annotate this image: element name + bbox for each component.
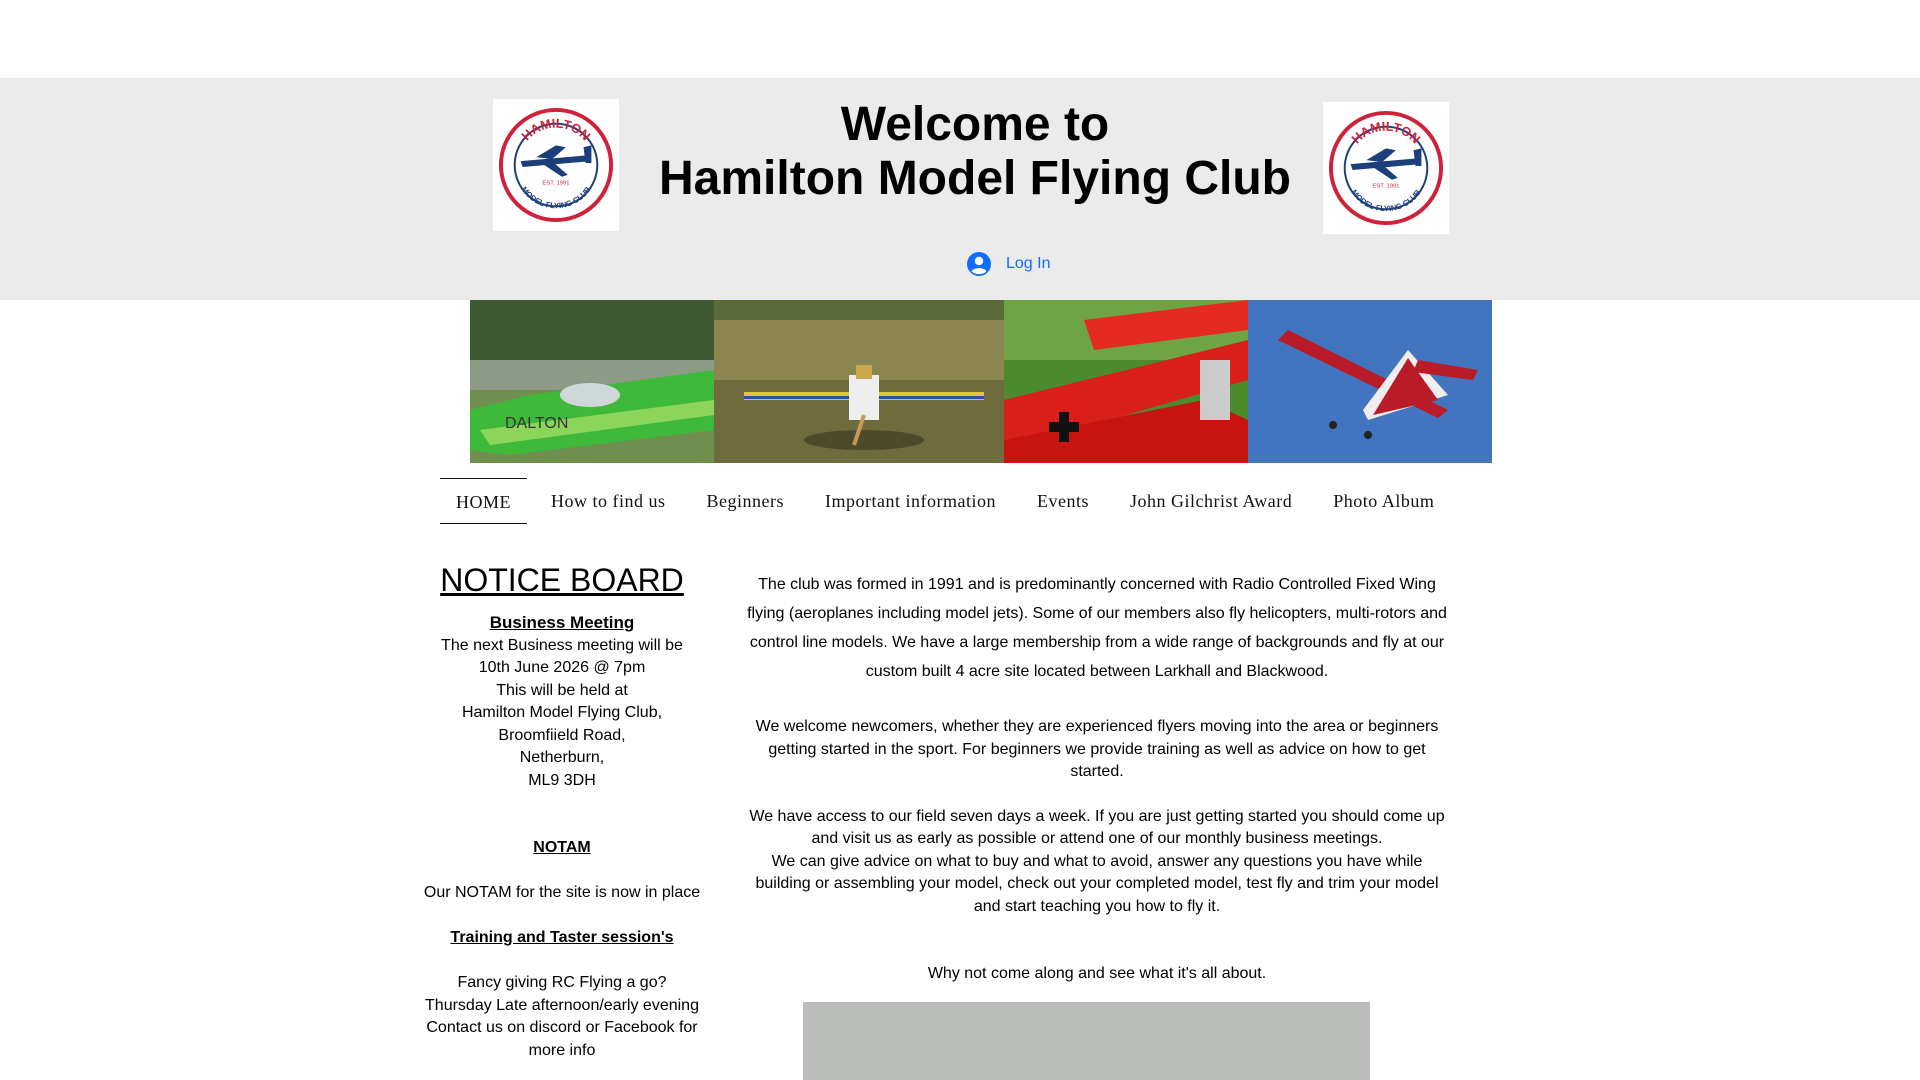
intro-closing: Why not come along and see what it's all about. [927,965,1267,982]
intro-line: control line models. We have a large membership from a wide range of backgrounds and fly at our [749,634,1445,651]
business-line: This will be held at [496,681,628,699]
business-line: Hamilton Model Flying Club, [461,704,663,721]
business-line: Netherburn, [519,749,605,766]
intro-line: and visit us as early as possible or attend one of our monthly business meetings. [811,830,1383,847]
svg-text:HAMILTON: HAMILTON [1348,118,1424,147]
banner-photo-sky-plane [1248,300,1492,463]
intro-paragraph-3 [740,806,1454,919]
svg-text:HAMILTON: HAMILTON [518,115,594,144]
club-badge-icon [497,106,615,224]
training-title: Training and Taster session's [450,929,674,946]
intro-line: getting started in the sport. For beginners we provide training as well as advice on how to get [768,740,1426,758]
nav-item-photo-album[interactable]: Photo Album [1333,491,1435,511]
notice-board [420,560,704,1062]
training-line: Fancy giving RC Flying a go? [457,974,667,991]
intro-line: The club was formed in 1991 and is predominantly concerned with Radio Controlled Fixed Wing [758,576,1436,593]
nav-item-beginners[interactable]: Beginners [706,491,784,511]
intro-line: flying (aeroplanes including model jets). Some of our members also fly helicopters, multi-rotors and [747,605,1447,622]
intro-paragraph-1 [740,570,1454,686]
banner-photo-yellow-plane [714,300,1004,463]
notam-text: Our NOTAM for the site is now in place [423,884,701,901]
training-line: Contact us on discord or Facebook for [426,1019,698,1036]
svg-text:DALTON: DALTON [505,415,569,432]
notice-board-heading: NOTICE BOARD [440,562,684,598]
title-line-2: Hamilton Model Flying Club [659,152,1291,205]
svg-text:EST. 1991: EST. 1991 [1372,183,1400,190]
notam-title: NOTAM [533,839,591,856]
media-placeholder[interactable] [803,1002,1370,1080]
intro-line: custom built 4 acre site located between Larkhall and Blackwood. [865,663,1329,680]
nav-item-how-to-find-us[interactable]: How to find us [551,491,666,511]
business-meeting-title: Business Meeting [489,613,635,632]
club-intro [740,570,1454,986]
training-line: Thursday Late afternoon/early evening [425,996,699,1014]
banner-photo-red-triplane [1004,300,1248,463]
club-logo-left[interactable] [493,99,619,231]
svg-text:MODEL FLYING CLUB: MODEL FLYING CLUB [519,185,593,211]
user-avatar-icon [966,251,992,277]
training-line: more info [528,1041,596,1059]
nav-item-home[interactable]: HOME [440,478,527,524]
svg-text:MODEL FLYING CLUB: MODEL FLYING CLUB [1349,188,1423,214]
intro-line: building or assembling your model, check out your completed model, test fly and trim your model [755,875,1439,892]
main-nav [440,478,1459,524]
nav-item-events[interactable]: Events [1036,491,1089,511]
business-line: Broomfiield Road, [498,726,626,744]
business-line: 10th June 2026 @ 7pm [478,659,646,676]
login-button[interactable] [966,249,1050,279]
business-line: The next Business meeting will be [441,636,683,654]
business-line: ML9 3DH [528,771,596,789]
intro-line: We have access to our field seven days a week. If you are just getting started you should come up [749,807,1445,825]
nav-item-important-information[interactable]: Important information [824,491,996,511]
title-line-1: Welcome to [840,98,1110,151]
intro-line: and start teaching you how to fly it. [973,897,1221,915]
intro-line: started. [1070,763,1124,780]
intro-line: We welcome newcomers, whether they are experienced flyers moving into the area or beginners [755,718,1439,735]
svg-text:EST. 1991: EST. 1991 [542,180,570,187]
nav-item-john-gilchrist-award[interactable]: John Gilchrist Award [1129,491,1293,511]
login-label: Log In [1006,255,1051,272]
banner-photo-green-plane [470,300,714,463]
page-title [640,98,1310,206]
club-badge-icon [1327,109,1445,227]
intro-paragraph-2 [740,716,1454,784]
club-logo-right[interactable] [1323,102,1449,234]
intro-line: We can give advice on what to buy and what to avoid, answer any questions you have while [771,852,1423,870]
